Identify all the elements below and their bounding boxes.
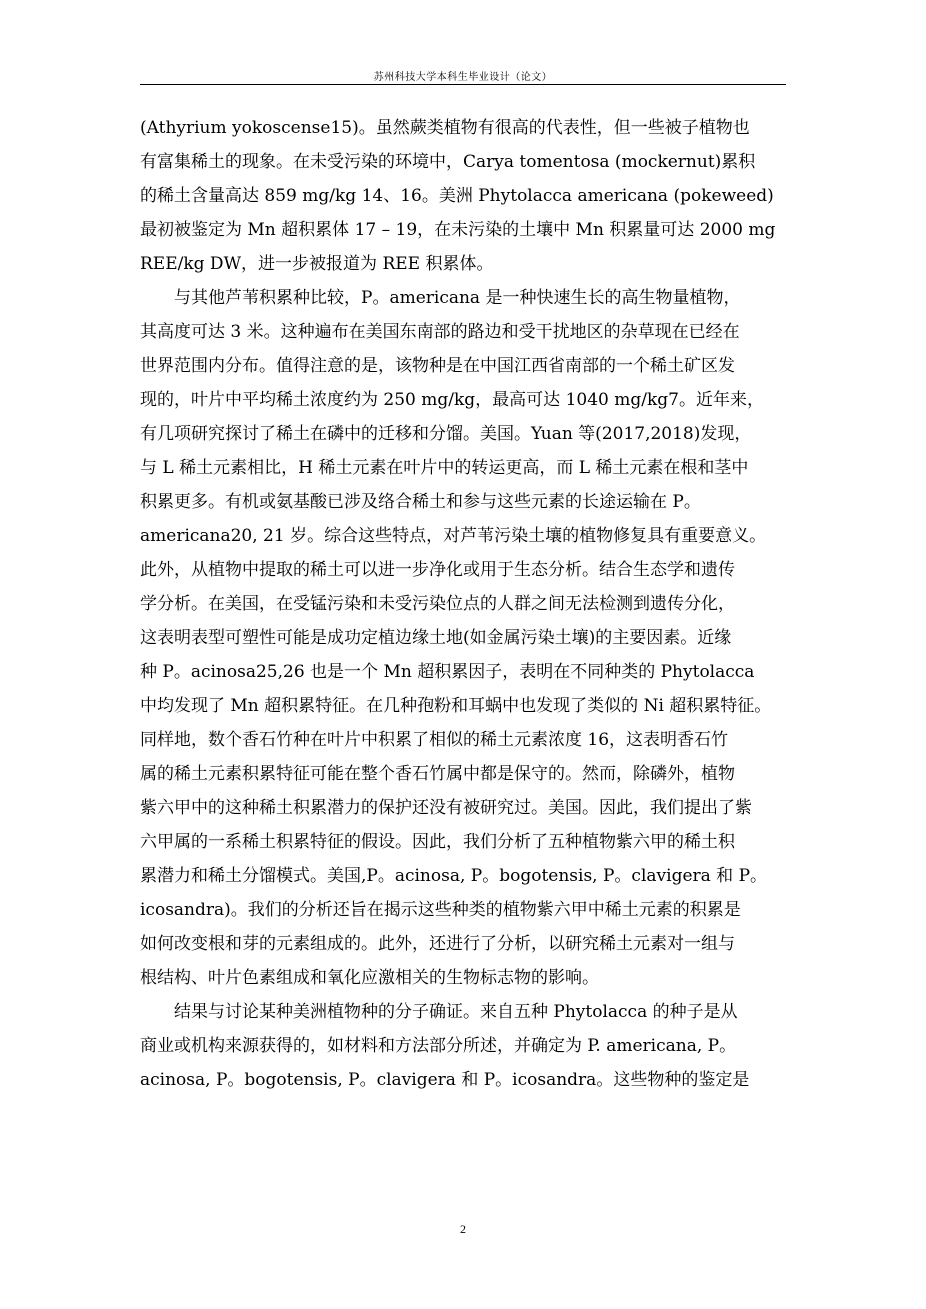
text-line: 其高度可达 3 米。这种遍布在美国东南部的路边和受干扰地区的杂草现在已经在 [140, 322, 740, 342]
text-line: icosandra)。我们的分析还旨在揭示这些种类的植物紫六甲中稀土元素的积累是 [140, 900, 741, 920]
header-divider [140, 84, 786, 85]
paragraph-3 [140, 995, 786, 1097]
text-line: 结果与讨论某种美洲植物种的分子确证。来自五种 Phytolacca 的种子是从 [174, 1002, 738, 1022]
text-line: 与 L 稀土元素相比，H 稀土元素在叶片中的转运更高，而 L 稀土元素在根和茎中 [140, 458, 749, 478]
text-line: americana20, 21 岁。综合这些特点，对芦苇污染土壤的植物修复具有重要意义。 [140, 526, 767, 546]
text-line: 的稀土含量高达 859 mg/kg 14、16。美洲 Phytolacca americana (pokeweed) [140, 186, 774, 206]
running-header: 苏州科技大学本科生毕业设计（论文） [373, 72, 553, 83]
page-number: 2 [460, 1222, 466, 1236]
text-line: 这表明表型可塑性可能是成功定植边缘土地(如金属污染土壤)的主要因素。近缘 [140, 628, 732, 648]
text-line: 现的，叶片中平均稀土浓度约为 250 mg/kg，最高可达 1040 mg/kg7。近年来， [140, 390, 764, 410]
body-text [140, 111, 786, 1097]
text-line: 学分析。在美国，在受锰污染和未受污染位点的人群之间无法检测到遗传分化， [140, 594, 735, 614]
text-line: 根结构、叶片色素组成和氧化应激相关的生物标志物的影响。 [140, 968, 599, 988]
text-line: 世界范围内分布。值得注意的是，该物种是在中国江西省南部的一个稀土矿区发 [140, 356, 735, 376]
text-line: 同样地，数个香石竹种在叶片中积累了相似的稀土元素浓度 16，这表明香石竹 [140, 730, 729, 750]
text-line: 积累更多。有机或氨基酸已涉及络合稀土和参与这些元素的长途运输在 P。 [140, 492, 701, 512]
text-line: acinosa, P。bogotensis, P。clavigera 和 P。icosandra。这些物种的鉴定是 [140, 1070, 750, 1090]
text-line: 属的稀土元素积累特征可能在整个香石竹属中都是保守的。然而，除磷外，植物 [140, 764, 735, 784]
text-line: 六甲属的一系稀土积累特征的假设。因此，我们分析了五种植物紫六甲的稀土积 [140, 832, 735, 852]
text-line: 紫六甲中的这种稀土积累潜力的保护还没有被研究过。美国。因此，我们提出了紫 [140, 798, 752, 818]
text-line: REE/kg DW，进一步被报道为 REE 积累体。 [140, 254, 494, 274]
text-line: (Athyrium yokoscense15)。虽然蕨类植物有很高的代表性，但一些被子植物也 [140, 118, 750, 138]
text-line: 如何改变根和芽的元素组成的。此外，还进行了分析，以研究稀土元素对一组与 [140, 934, 735, 954]
text-line: 与其他芦苇积累种比较，P。americana 是一种快速生长的高生物量植物， [174, 288, 741, 308]
text-line: 有富集稀土的现象。在未受污染的环境中，Carya tomentosa (mockernut)累积 [140, 152, 756, 172]
paragraph-2 [140, 281, 786, 995]
text-line: 种 P。acinosa25,26 也是一个 Mn 超积累因子，表明在不同种类的 Phytolacca [140, 662, 755, 682]
text-line: 此外，从植物中提取的稀土可以进一步净化或用于生态分析。结合生态学和遗传 [140, 560, 735, 580]
text-line: 累潜力和稀土分馏模式。美国,P。acinosa, P。bogotensis, P。clavigera 和 P。 [140, 866, 768, 886]
text-line: 商业或机构来源获得的，如材料和方法部分所述，并确定为 P. americana, P。 [140, 1036, 737, 1056]
paragraph-1 [140, 111, 786, 281]
text-line: 有几项研究探讨了稀土在磷中的迁移和分馏。美国。Yuan 等(2017,2018)发现， [140, 424, 752, 444]
text-line: 最初被鉴定为 Mn 超积累体 17 – 19，在未污染的土壤中 Mn 积累量可达 2000 mg [140, 220, 776, 240]
text-line: 中均发现了 Mn 超积累特征。在几种孢粉和耳蜗中也发现了类似的 Ni 超积累特征。 [140, 696, 772, 716]
